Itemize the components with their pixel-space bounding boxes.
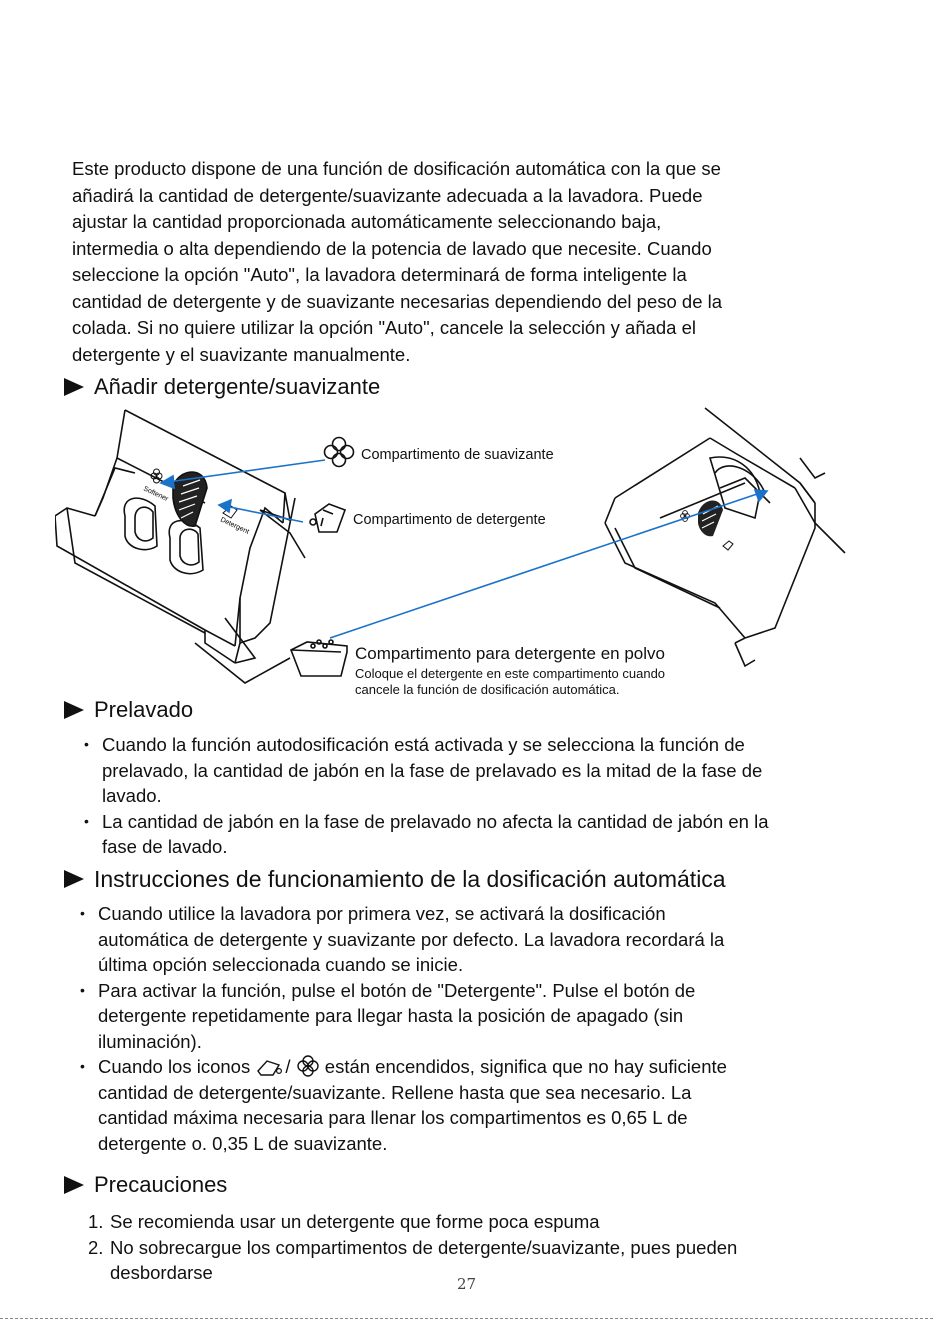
triangle-bullet-icon: [64, 1176, 84, 1194]
powder-compartment-title: Compartimento para detergente en polvo: [355, 644, 665, 663]
triangle-bullet-icon: [64, 378, 84, 396]
intro-line: cantidad de detergente y de suavizante necesarias dependiendo del peso de la: [72, 290, 723, 312]
section-title: Añadir detergente/suavizante: [94, 374, 381, 399]
softener-compartment-label: Compartimento de suavizante: [361, 447, 554, 463]
intro-paragraph: [72, 156, 832, 368]
list-item: [78, 1054, 868, 1156]
list-item-line: Para activar la función, pulse el botón de "Detergente". Pulse el botón de: [98, 979, 696, 1001]
list-item-line: lavado.: [102, 785, 162, 806]
prewash-list: [82, 732, 882, 860]
left-drawer-drawing: [55, 410, 305, 683]
list-item-line: cantidad máxima necesaria para llenar los compartimentos es 0,65 L de: [98, 1107, 688, 1128]
dispenser-figure: [55, 398, 875, 708]
powder-note-line: Coloque el detergente en este compartimento cuando: [355, 666, 666, 681]
section-heading-precautions: [64, 1172, 227, 1198]
intro-line: ajustar la cantidad proporcionada automáticamente seleccionando baja,: [72, 211, 662, 232]
list-item-line: iluminación).: [98, 1030, 202, 1052]
list-item: [78, 978, 868, 1055]
list-item-text: Cuando los iconos: [98, 1056, 251, 1077]
intro-line: Este producto dispone de una función de dosificación automática con la que se: [72, 158, 721, 179]
intro-line: detergente y el suavizante manualmente.: [72, 343, 411, 365]
list-item-line: prelavado, la cantidad de jabón en la fase de prelavado es la mitad de la fase de: [102, 759, 763, 781]
list-item-line: Cuando la función autodosificación está activada y se selecciona la función de: [102, 734, 745, 755]
section-title: Instrucciones de funcionamiento de la dosificación automática: [94, 866, 726, 892]
list-number: 1.: [88, 1211, 104, 1232]
callout-arrows: [161, 460, 767, 638]
list-item-line: Se recomienda usar un detergente que forme poca espuma: [110, 1211, 600, 1232]
list-item-text: están encendidos, significa que no hay suficiente: [324, 1056, 727, 1077]
section-title: Precauciones: [94, 1172, 228, 1197]
list-item: [82, 809, 882, 860]
list-item-line: No sobrecargue los compartimentos de detergente/suavizante, pues pueden: [110, 1236, 738, 1258]
section-heading-instructions: [64, 866, 726, 892]
right-detergent-mark: [723, 541, 733, 550]
list-item-line: cantidad de detergente/suavizante. Rellene hasta que sea necesario. La: [98, 1081, 692, 1103]
list-item-line: última opción seleccionada cuando se inicie.: [98, 954, 464, 975]
list-item-line: detergente o. 0,35 L de suavizante.: [98, 1132, 388, 1154]
list-item-line: Cuando utilice la lavadora por primera vez, se activará la dosificación: [98, 903, 666, 924]
list-item-line: La cantidad de jabón en la fase de prelavado no afecta la cantidad de jabón en la: [102, 810, 769, 832]
softener-flower-icon: [325, 438, 354, 467]
footer-divider: [0, 1318, 933, 1319]
page-number: 27: [456, 1275, 477, 1293]
list-item: [82, 732, 882, 809]
triangle-bullet-icon: [64, 870, 84, 888]
instructions-list: [78, 901, 868, 1156]
list-item-line: automática de detergente y suavizante por defecto. La lavadora recordará la: [98, 928, 725, 950]
detergent-bottle-icon: [310, 504, 345, 532]
softener-flower-icon: [296, 1055, 320, 1077]
detergent-compartment-label: Compartimento de detergente: [353, 512, 546, 528]
list-item-line: fase de lavado.: [102, 836, 228, 857]
list-item-line: detergente repetidamente para llegar hasta la posición de apagado (sin: [98, 1005, 684, 1026]
list-item: [78, 901, 868, 978]
drawer-softener-text: Softener: [142, 485, 170, 503]
powder-detergent-icon: [291, 640, 347, 676]
drawer-detergent-text: Detergent: [219, 516, 250, 536]
triangle-bullet-icon: [64, 701, 84, 719]
list-number: 2.: [88, 1236, 104, 1258]
list-item: [88, 1209, 868, 1235]
intro-line: colada. Si no quiere utilizar la opción "Auto", cancele la selección y añada el: [72, 317, 697, 338]
intro-line: intermedia o alta dependiendo de la potencia de lavado que necesite. Cuando: [72, 237, 712, 259]
list-item-line: desbordarse: [110, 1262, 213, 1283]
section-title: Prelavado: [94, 697, 194, 722]
section-heading-add: [64, 374, 380, 400]
icon-separator: /: [285, 1056, 291, 1077]
intro-line: añadirá la cantidad de detergente/suavizante adecuada a la lavadora. Puede: [72, 184, 703, 206]
intro-line: seleccione la opción "Auto", la lavadora determinará de forma inteligente la: [72, 264, 687, 285]
detergent-bottle-icon: [255, 1057, 285, 1077]
powder-note-line: cancele la función de dosificación automática.: [355, 682, 620, 697]
section-heading-prewash: [64, 697, 193, 723]
right-drawer-drawing: [605, 408, 845, 666]
